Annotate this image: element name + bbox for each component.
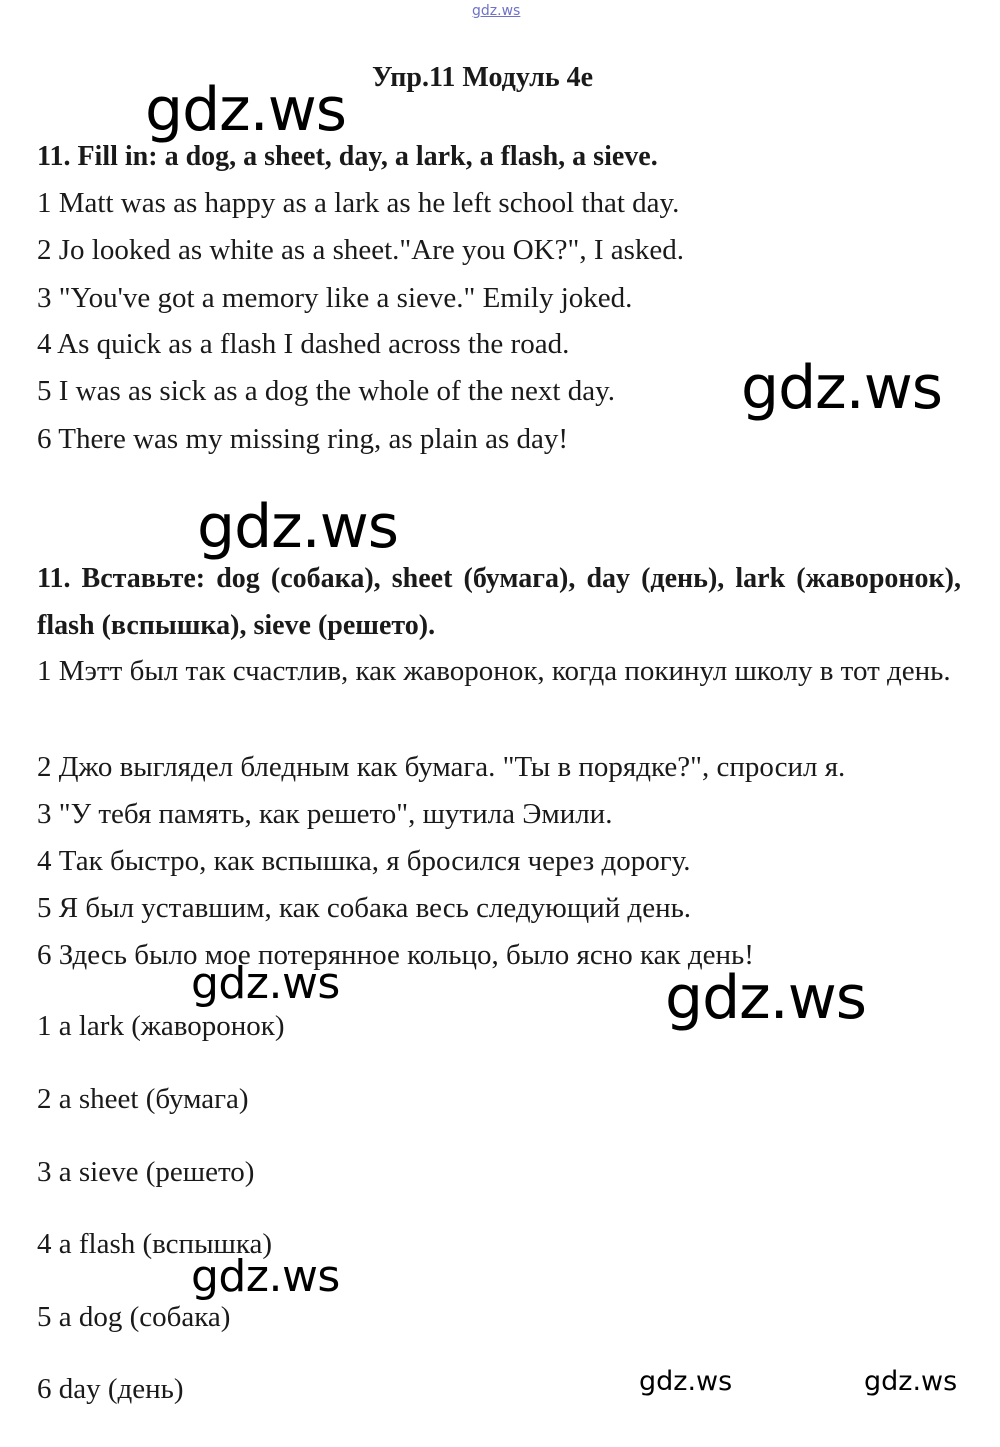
russian-sentence: 3 "У тебя память, как решето", шутила Эмили.	[37, 798, 613, 830]
english-sentence: 5 I was as sick as a dog the whole of the next day.	[37, 375, 615, 407]
watermark: gdz.ws	[639, 1366, 733, 1397]
watermark: gdz.ws	[197, 492, 399, 562]
answer-item: 3 a sieve (решето)	[37, 1156, 255, 1188]
top-watermark-link[interactable]: gdz.ws	[472, 3, 521, 19]
russian-sentence: 1 Мэтт был так счастлив, как жаворонок, когда покинул школу в тот день.	[37, 655, 951, 687]
russian-task-heading: 11. Вставьте: dog (собака), sheet (бумага), day (день), lark (жаворонок), flash (вспышка), sieve (решето).	[37, 563, 961, 641]
watermark: gdz.ws	[741, 353, 943, 423]
russian-sentence: 5 Я был уставшим, как собака весь следующий день.	[37, 892, 692, 924]
english-sentence: 4 As quick as a flash I dashed across the road.	[37, 328, 570, 360]
watermark: gdz.ws	[191, 1251, 340, 1302]
english-sentence: 6 There was my missing ring, as plain as day!	[37, 423, 569, 455]
answer-item: 2 a sheet (бумага)	[37, 1083, 249, 1115]
english-task-heading: 11. Fill in: a dog, a sheet, day, a lark, a flash, a sieve.	[37, 141, 658, 172]
page-title: Упр.11 Модуль 4e	[372, 62, 594, 93]
answer-item: 1 a lark (жаворонок)	[37, 1010, 285, 1042]
russian-sentence: 6 Здесь было мое потерянное кольцо, было ясно как день!	[37, 939, 754, 971]
answer-item: 6 day (день)	[37, 1373, 184, 1405]
english-sentence: 1 Matt was as happy as a lark as he left school that day.	[37, 187, 680, 219]
answer-item: 5 a dog (собака)	[37, 1301, 231, 1333]
watermark: gdz.ws	[191, 958, 340, 1009]
english-sentence: 3 "You've got a memory like a sieve." Emily joked.	[37, 282, 633, 314]
watermark: gdz.ws	[145, 75, 347, 145]
watermark: gdz.ws	[864, 1366, 958, 1397]
english-sentence: 2 Jo looked as white as a sheet."Are you OK?", I asked.	[37, 234, 685, 266]
watermark: gdz.ws	[665, 963, 867, 1033]
answer-item: 4 a flash (вспышка)	[37, 1228, 273, 1260]
russian-sentence: 2 Джо выглядел бледным как бумага. "Ты в порядке?", спросил я.	[37, 751, 846, 783]
russian-sentence: 4 Так быстро, как вспышка, я бросился через дорогу.	[37, 845, 691, 877]
